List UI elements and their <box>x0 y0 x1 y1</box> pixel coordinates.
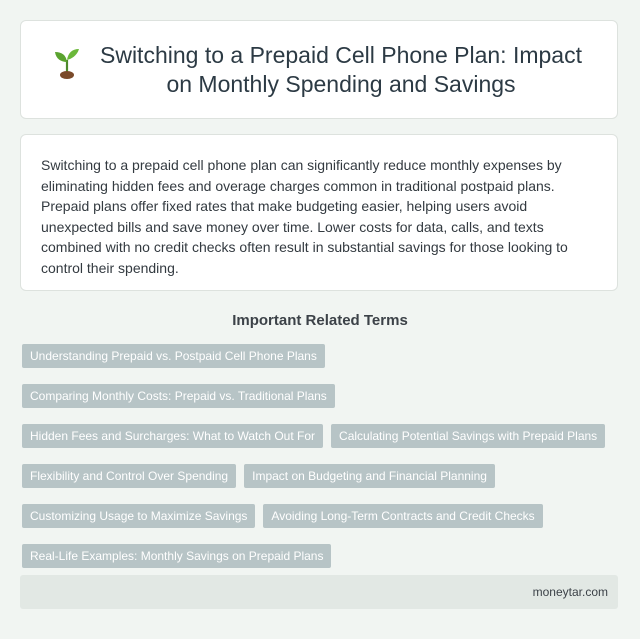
term-tag[interactable]: Impact on Budgeting and Financial Planning <box>244 464 495 488</box>
related-terms-heading: Important Related Terms <box>232 312 408 329</box>
title-card <box>20 20 618 119</box>
summary-card <box>20 134 618 291</box>
term-tag[interactable]: Hidden Fees and Surcharges: What to Watch Out For <box>22 424 323 448</box>
term-tag[interactable]: Understanding Prepaid vs. Postpaid Cell Phone Plans <box>22 344 325 368</box>
term-tag[interactable]: Calculating Potential Savings with Prepaid Plans <box>331 424 605 448</box>
term-tag[interactable]: Real-Life Examples: Monthly Savings on Prepaid Plans <box>22 544 331 568</box>
term-tag[interactable]: Customizing Usage to Maximize Savings <box>22 504 255 528</box>
term-tag[interactable]: Comparing Monthly Costs: Prepaid vs. Traditional Plans <box>22 384 335 408</box>
page-title: Switching to a Prepaid Cell Phone Plan: Impact on Monthly Spending and Savings <box>100 41 582 97</box>
footer-site-link[interactable]: moneytar.com <box>532 585 608 599</box>
sprout-icon <box>52 45 82 79</box>
related-terms-list <box>22 344 622 608</box>
term-tag[interactable]: Flexibility and Control Over Spending <box>22 464 236 488</box>
title-row <box>52 41 586 99</box>
summary-text: Switching to a prepaid cell phone plan can significantly reduce monthly expenses by eliminating hidden fees and overage charges common in traditional postpaid plans. Prepaid plans offer fixed rates that make budgeting easier, helping users avoid unexpected bills and save money over time. Lower costs for data, calls, and texts combined with no credit checks often result in substantial savings for those looking to control their spending. <box>41 157 568 276</box>
term-tag[interactable]: Avoiding Long-Term Contracts and Credit Checks <box>263 504 542 528</box>
footer <box>20 575 618 609</box>
